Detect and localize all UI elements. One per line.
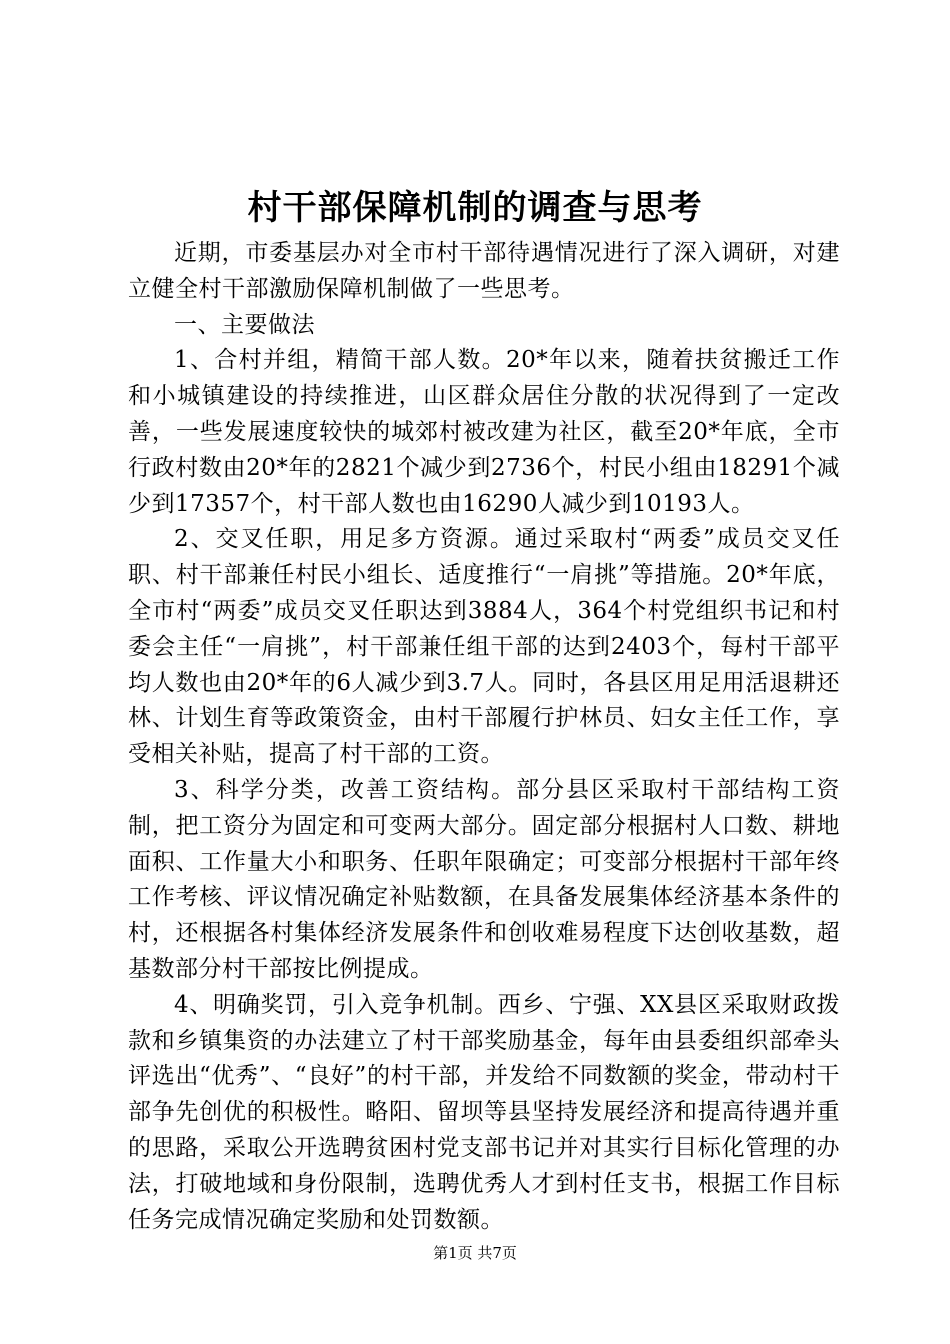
- paragraph-item-3: 3、科学分类，改善工资结构。部分县区采取村干部结构工资制，把工资分为固定和可变两大部分。固定部分根据村人口数、耕地面积、工作量大小和职务、任职年限确定；可变部分根据村干部年终工作考核、评议情况确定补贴数额，在具备发展集体经济基本条件的村，还根据各村集体经济发展条件和创收难易程度下达创收基数，超基数部分村干部按比例提成。: [128, 776, 840, 982]
- page-footer: 第1页 共7页: [433, 1244, 517, 1262]
- document-title: 村干部保障机制的调查与思考: [247, 188, 703, 228]
- paragraph-item-2: 2、交叉任职，用足多方资源。通过采取村“两委”成员交叉任职、村干部兼任村民小组长、适度推行“一肩挑”等措施。20*年底，全市村“两委”成员交叉任职达到3884人，364个村党组织书记和村委会主任“一肩挑”，村干部兼任组干部的达到2403个，每村干部平均人数也由20*年的6人减少到3.7人。同时，各县区用足用活退耕还林、计划生育等政策资金，由村干部履行护林员、妇女主任工作，享受相关补贴，提高了村干部的工资。: [128, 526, 840, 768]
- paragraph-item-1: 1、合村并组，精简干部人数。20*年以来，随着扶贫搬迁工作和小城镇建设的持续推进，山区群众居住分散的状况得到了一定改善，一些发展速度较快的城郊村被改建为社区，截至20*年底，全市行政村数由20*年的2821个减少到2736个，村民小组由18291个减少到17357个，村干部人数也由16290人减少到10193人。: [128, 347, 840, 517]
- document-body: [128, 236, 840, 1238]
- section-heading-main-practices: 一、主要做法: [174, 311, 315, 338]
- paragraph-intro: 近期，市委基层办对全市村干部待遇情况进行了深入调研，对建立健全村干部激励保障机制做了一些思考。: [128, 240, 840, 302]
- paragraph-item-4: 4、明确奖罚，引入竞争机制。西乡、宁强、XX县区采取财政拨款和乡镇集资的办法建立了村干部奖励基金，每年由县委组织部牵头评选出“优秀”、“良好”的村干部，并发给不同数额的奖金，带动村干部争先创优的积极性。略阳、留坝等县坚持发展经济和提高待遇并重的思路，采取公开选聘贫困村党支部书记并对其实行目标化管理的办法，打破地域和身份限制，选聘优秀人才到村任支书，根据工作目标任务完成情况确定奖励和处罚数额。: [128, 991, 840, 1233]
